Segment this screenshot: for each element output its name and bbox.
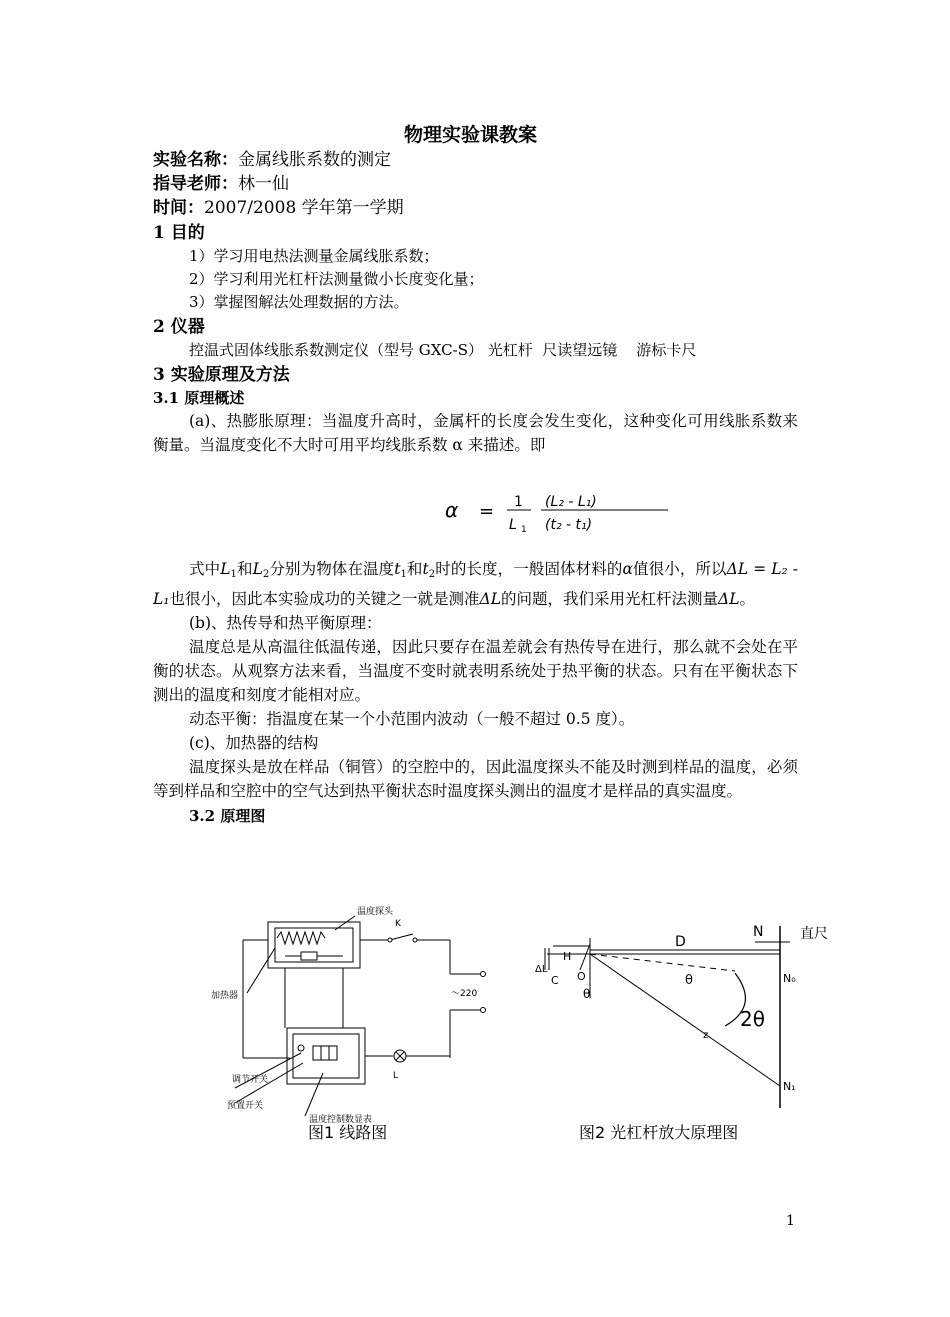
instruments-list: 控温式固体线胀系数测定仪（型号 GXC-S） 光杠杆 尺读望远镜 游标卡尺 xyxy=(189,341,697,359)
paragraph-explanation: 式中$L_1$和$L_2$分别为物体在温度$t_1$和$t_2$时的长度，一般固体材料的α值很小，所以ΔL = L₂ - L₁也很小，因此本实验成功的关键之一就是测准ΔL的问题，我们采用光杠杆法测量ΔL。 xyxy=(153,560,798,608)
figures xyxy=(205,898,845,1158)
label-adjust: 调节开关 xyxy=(232,1075,269,1085)
formula-eq: = xyxy=(479,501,495,522)
page-number: 1 xyxy=(786,1213,795,1229)
section-3-heading: 3 实验原理及方法 xyxy=(153,365,290,385)
document-body xyxy=(153,122,798,827)
formula-top: (L₂ - L₁) xyxy=(545,494,597,510)
label-O: O xyxy=(577,970,586,983)
label-ruler: 直尺 xyxy=(800,926,828,942)
label-z: z xyxy=(703,1030,709,1041)
formula-den: L xyxy=(509,517,517,533)
formula-bottom: (t₂ - t₁) xyxy=(545,517,593,533)
figure-2-caption: 图2 光杠杆放大原理图 xyxy=(579,1123,739,1142)
label-theta-1: θ xyxy=(583,987,591,1001)
formula-graphic xyxy=(153,457,798,557)
section-2-heading: 2 仪器 xyxy=(153,317,205,337)
label-N: N xyxy=(753,924,764,940)
paragraph-heat-balance-title: (b)、热传导和热平衡原理： xyxy=(189,614,382,632)
paragraph-heater: 温度探头是放在样品（铜管）的空腔中的，因此温度探头不能及时测到样品的温度，必须等到样品和空腔中的空气达到热平衡状态时温度探头测出的温度才是样品的真实温度。 xyxy=(153,758,798,800)
paragraph-thermal-expansion: (a)、热膨胀原理：当温度升高时，金属杆的长度会发生变化，这种变化可用线胀系数来衡量。当温度变化不大时可用平均线胀系数 α 来描述。即 xyxy=(153,412,798,454)
label-H: H xyxy=(563,950,572,963)
experiment-name: 实验名称：金属线胀系数的测定 xyxy=(153,150,391,170)
list-item: 3）掌握图解法处理数据的方法。 xyxy=(189,293,409,311)
heater-box xyxy=(268,922,360,968)
formula-alpha xyxy=(153,457,798,557)
optical-lever-diagram xyxy=(535,898,845,1128)
list-item: 1）学习用电热法测量金属线胀系数； xyxy=(189,247,439,265)
subsection-3-1-heading: 3.1 原理概述 xyxy=(153,389,245,407)
figure-1-caption: 图1 线路图 xyxy=(308,1123,388,1142)
formula-num: 1 xyxy=(514,494,523,510)
section-1-heading: 1 目的 xyxy=(153,223,205,243)
heater-inner xyxy=(275,928,353,962)
label-two-theta: 2θ xyxy=(740,1007,765,1031)
label-dL: ΔL xyxy=(535,964,548,975)
paragraph-dynamic-balance: 动态平衡：指温度在某一个小范围内波动（一般不超过 0.5 度）。 xyxy=(189,710,635,728)
label-preset: 预置开关 xyxy=(227,1101,264,1111)
semester: 时间：2007/2008 学年第一学期 xyxy=(153,198,404,218)
heater-coil xyxy=(277,932,325,944)
formula-den-sub: 1 xyxy=(521,525,527,535)
paragraph-heater-title: (c)、加热器的结构 xyxy=(189,734,319,752)
paragraph-heat-balance: 温度总是从高温往低温传递，因此只要存在温差就会有热传导在进行，那么就不会处在平衡的状态。从观察方法来看，当温度不变时就表明系统处于热平衡的状态。只有在平衡状态下测出的温度和刻度才能相对应。 xyxy=(153,638,798,704)
circuit-diagram xyxy=(205,898,505,1128)
subsection-3-2-heading: 3.2 原理图 xyxy=(189,807,266,825)
formula-lhs: α xyxy=(445,498,459,522)
label-lamp: L xyxy=(393,1071,399,1081)
label-N1: N₁ xyxy=(783,1080,796,1093)
controller-box xyxy=(287,1028,365,1084)
label-switch: K xyxy=(395,919,401,929)
probe-resistor xyxy=(301,952,317,960)
page-title: 物理实验课教案 xyxy=(403,124,537,146)
list-item: 2）学习利用光杠杆法测量微小长度变化量； xyxy=(189,270,484,288)
label-probe: 温度探头 xyxy=(357,907,394,917)
teacher-name: 指导老师：林一仙 xyxy=(153,174,289,194)
label-theta-2: θ xyxy=(685,973,693,988)
label-D: D xyxy=(675,934,686,950)
label-N0: N₀ xyxy=(783,972,796,985)
label-C: C xyxy=(551,974,559,987)
label-meter: 温度控制数显表 xyxy=(309,1115,373,1125)
label-heater: 加热器 xyxy=(211,991,239,1001)
label-voltage: ～220 xyxy=(451,989,478,999)
